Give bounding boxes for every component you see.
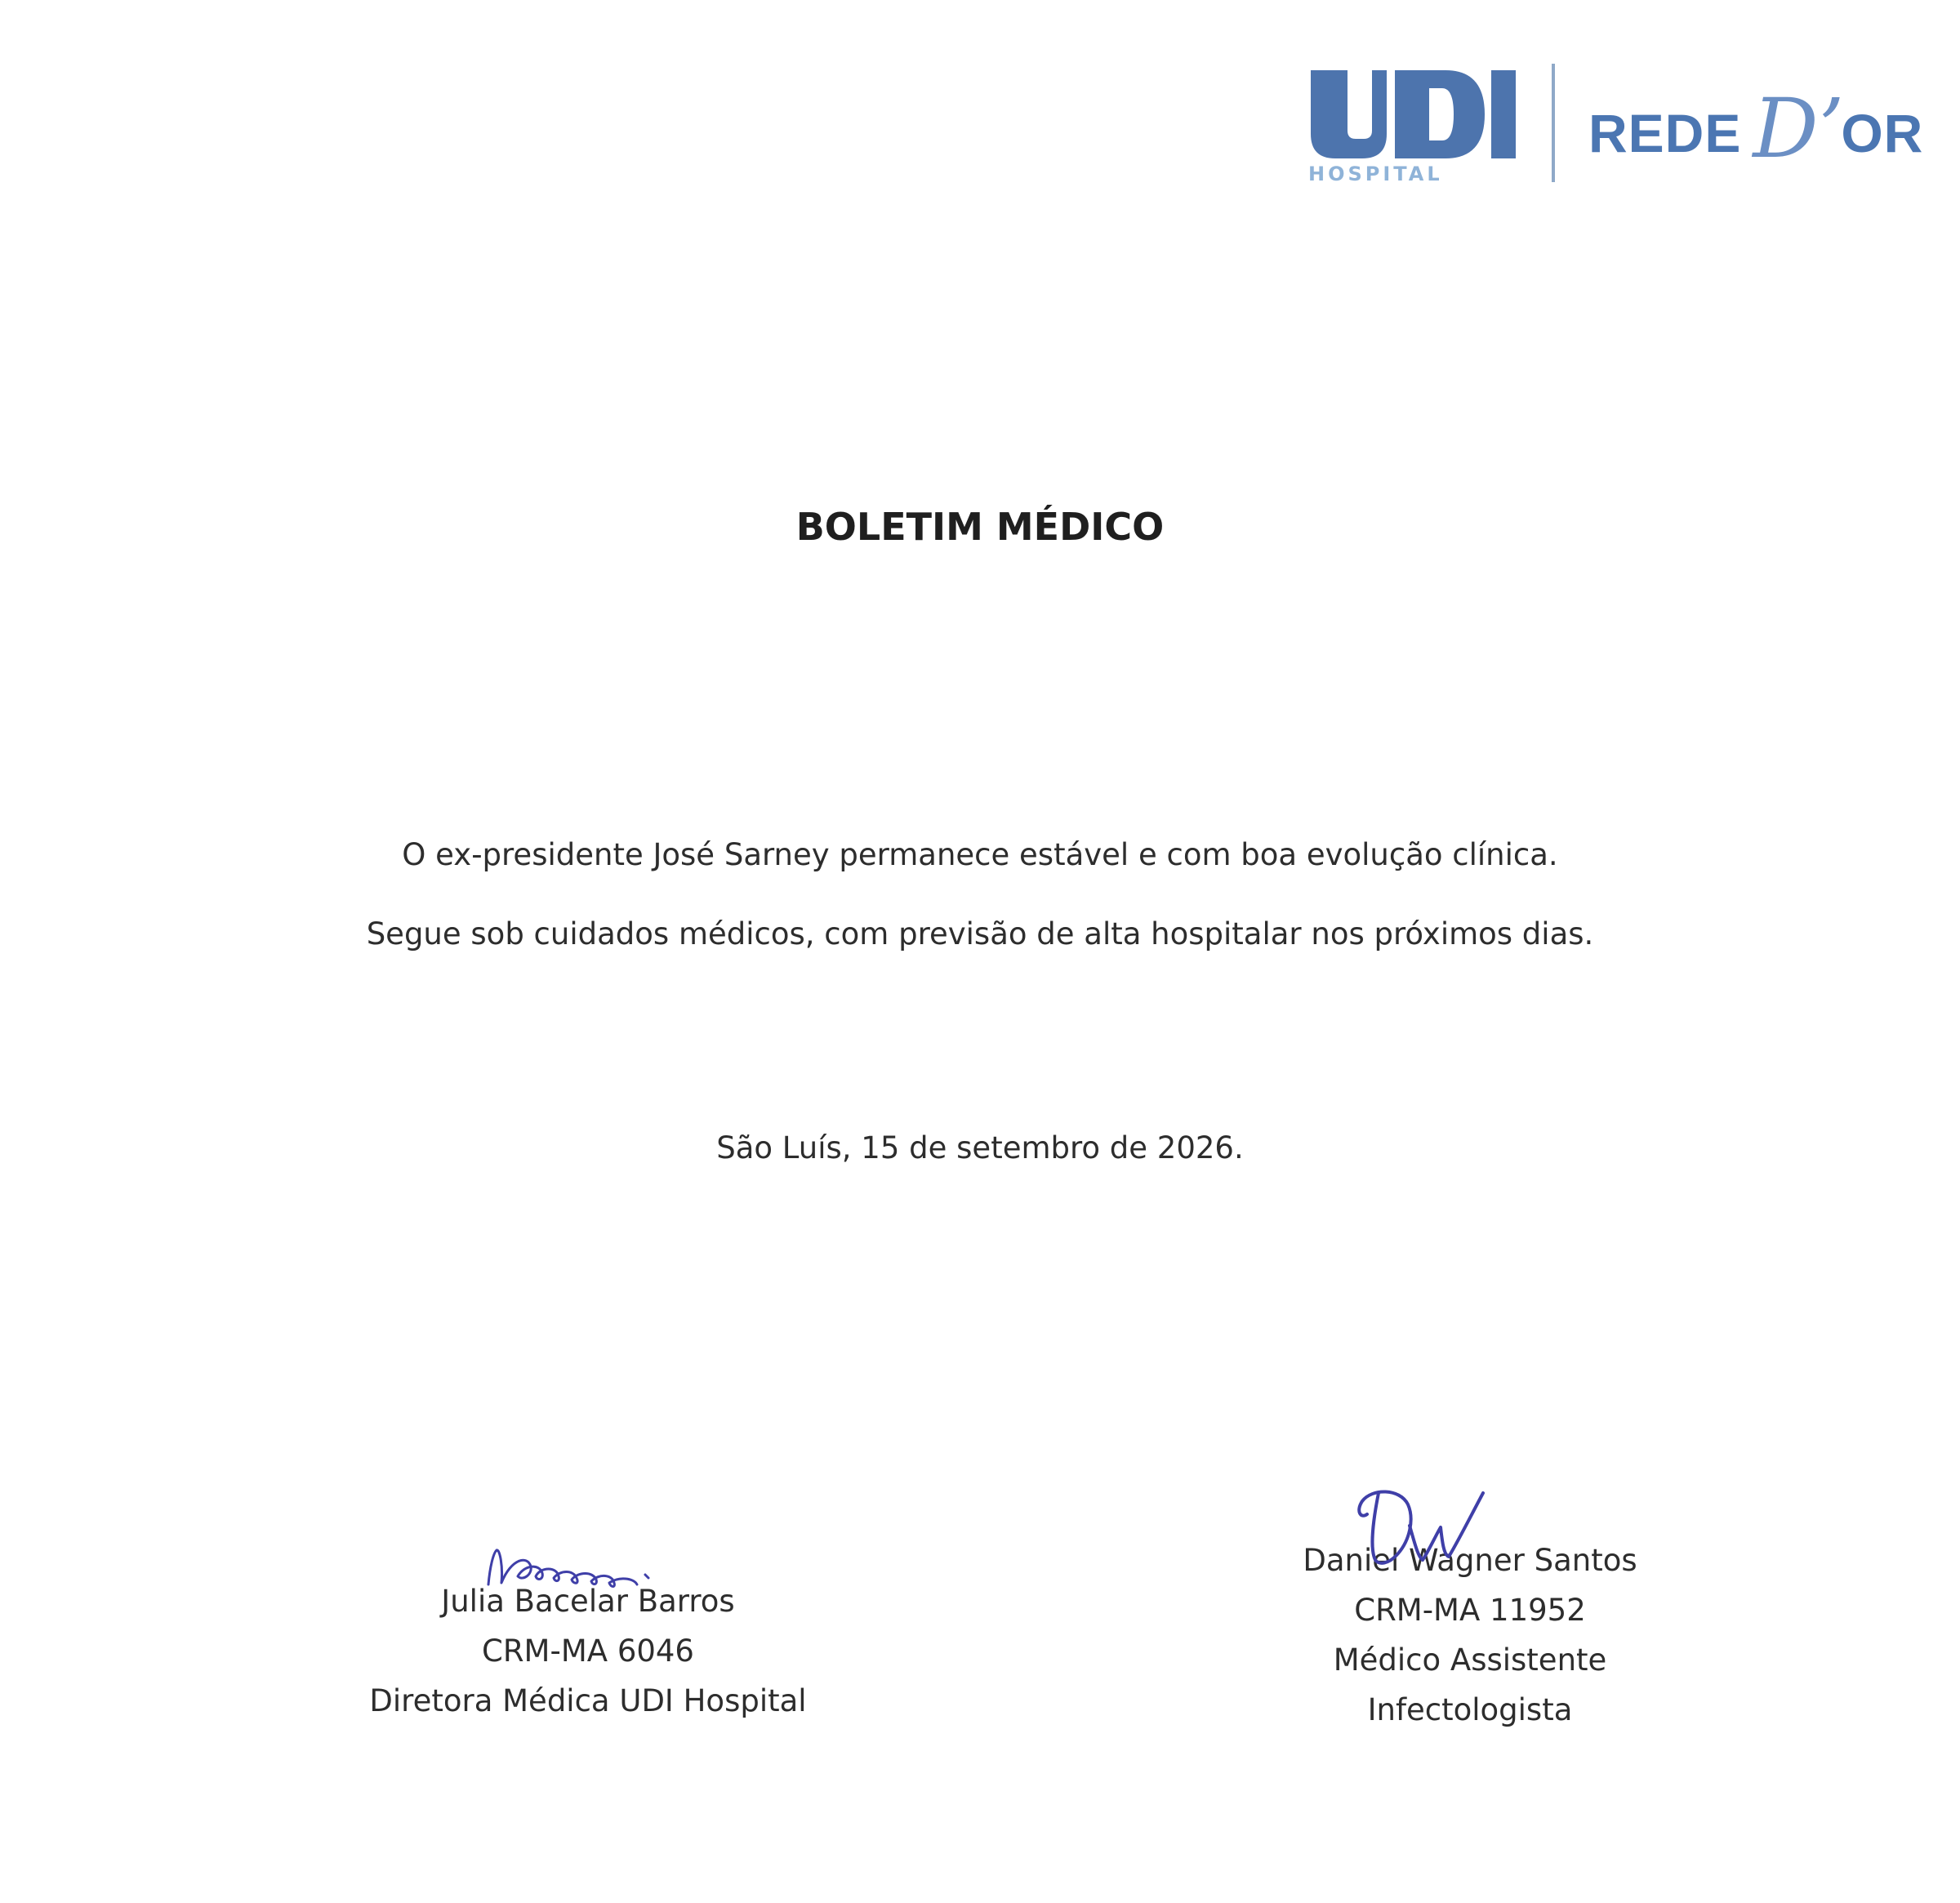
rede-dor-prefix: REDE bbox=[1588, 103, 1742, 163]
signatory-crm: CRM-MA 6046 bbox=[482, 1633, 694, 1669]
signatory-crm: CRM-MA 11952 bbox=[1354, 1593, 1586, 1628]
date-location-line: São Luís, 15 de setembro de 2026. bbox=[716, 1130, 1244, 1165]
udi-letters-graphic bbox=[1307, 64, 1519, 166]
signatory-name: Julia Bacelar Barros bbox=[441, 1584, 735, 1619]
signature-block-right bbox=[1241, 1535, 1699, 1735]
rede-dor-script-d: D’ bbox=[1753, 80, 1845, 176]
udi-hospital-subtitle: HOSPITAL bbox=[1308, 163, 1443, 185]
logo-divider bbox=[1552, 64, 1555, 182]
udi-logo-wordmark bbox=[1307, 64, 1519, 166]
body-paragraph-2: Segue sob cuidados médicos, com previsão de alta hospitalar nos próximos dias. bbox=[366, 916, 1594, 952]
body-paragraph-1: O ex-presidente José Sarney permanece estável e com boa evolução clínica. bbox=[402, 837, 1558, 872]
hospital-logo bbox=[1307, 64, 1924, 194]
signatory-role: Médico Assistente bbox=[1333, 1642, 1607, 1678]
signatory-role: Diretora Médica UDI Hospital bbox=[369, 1683, 807, 1718]
document-title: BOLETIM MÉDICO bbox=[795, 505, 1165, 549]
signatory-name: Daniel Wagner Santos bbox=[1303, 1543, 1637, 1578]
rede-dor-logo bbox=[1588, 80, 1924, 178]
signature-block-left bbox=[327, 1576, 849, 1726]
rede-dor-suffix: OR bbox=[1841, 103, 1924, 163]
signatory-specialty: Infectologista bbox=[1367, 1692, 1573, 1727]
